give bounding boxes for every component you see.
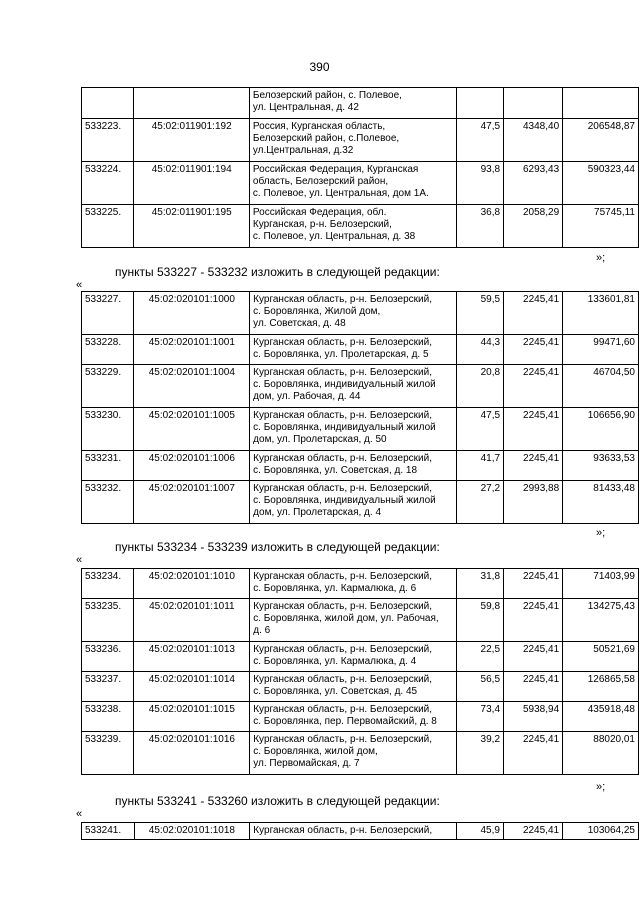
table-row xyxy=(82,119,639,162)
cell-number: 533235. xyxy=(82,599,134,642)
cell-address xyxy=(250,823,457,840)
address-line: с. Боровлянка, ул. Кармалюка, д. 6 xyxy=(253,583,417,595)
cell-cadastral-number: 45:02:020101:1016 xyxy=(134,732,250,775)
cell-area: 20,8 xyxy=(457,365,504,408)
cell-cadastral-number xyxy=(134,88,249,119)
address-line: с. Полевое, ул. Центральная, д. 38 xyxy=(252,231,416,243)
cell-area: 47,5 xyxy=(457,119,504,162)
cell-cadastral-number: 45:02:020101:1010 xyxy=(134,569,250,599)
cell-rate: 2245,41 xyxy=(504,732,563,775)
address-line: д. 6 xyxy=(253,625,271,637)
cell-value: 206548,87 xyxy=(563,119,639,162)
cell-address xyxy=(249,119,456,162)
address-line: с. Боровлянка, пер. Первомайский, д. 8 xyxy=(253,716,437,728)
table-row xyxy=(82,481,639,524)
amendment-instruction: пункты 533227 - 533232 изложить в следующей редакции: xyxy=(115,265,440,279)
cell-area: 31,8 xyxy=(457,569,504,599)
address-line: с. Боровлянка, жилой дом, ул. Рабочая, xyxy=(253,613,439,625)
cell-number: 533231. xyxy=(82,451,134,481)
address-line: дом, ул. Рабочая, д. 44 xyxy=(253,391,361,403)
cell-address xyxy=(250,702,457,732)
cell-area: 27,2 xyxy=(457,481,504,524)
address-line: Курганская область, р-н. Белозерский, xyxy=(253,337,432,348)
cell-number: 533230. xyxy=(82,408,134,451)
cell-address xyxy=(250,451,457,481)
cell-cadastral-number: 45:02:020101:1000 xyxy=(134,292,250,335)
cell-number xyxy=(82,88,134,119)
cell-value: 93633,53 xyxy=(563,451,639,481)
cell-number: 533236. xyxy=(82,642,134,672)
table-row xyxy=(82,451,639,481)
cell-area: 45,9 xyxy=(457,823,504,840)
cell-number: 533228. xyxy=(82,335,134,365)
address-line: Курганская область, р-н. Белозерский, xyxy=(253,734,433,745)
registry-table-3 xyxy=(81,568,639,775)
cell-value: 75745,11 xyxy=(563,205,639,248)
cell-number: 533229. xyxy=(82,365,134,408)
cell-number: 533223. xyxy=(82,119,134,162)
cell-cadastral-number: 45:02:020101:1018 xyxy=(134,823,250,840)
cell-value: 99471,60 xyxy=(563,335,639,365)
address-line: ул. Первомайская, д. 7 xyxy=(253,758,360,770)
cell-area: 41,7 xyxy=(457,451,504,481)
cell-cadastral-number: 45:02:020101:1011 xyxy=(134,599,250,642)
cell-cadastral-number: 45:02:020101:1005 xyxy=(134,408,250,451)
cell-rate: 2245,41 xyxy=(504,642,563,672)
cell-value: 81433,48 xyxy=(563,481,639,524)
table-row xyxy=(82,292,639,335)
cell-cadastral-number: 45:02:011901:194 xyxy=(134,162,249,205)
table-body xyxy=(82,823,639,840)
cell-rate: 2993,88 xyxy=(504,481,563,524)
registry-table-2 xyxy=(81,291,639,524)
cell-cadastral-number: 45:02:011901:192 xyxy=(134,119,249,162)
table-body xyxy=(82,292,639,524)
cell-cadastral-number: 45:02:020101:1001 xyxy=(134,335,250,365)
address-line: ул.Центральная, д.32 xyxy=(252,145,354,157)
cell-cadastral-number: 45:02:020101:1015 xyxy=(134,702,250,732)
cell-area: 44,3 xyxy=(457,335,504,365)
address-line: Курганская область, р-н. Белозерский, xyxy=(253,410,432,421)
cell-cadastral-number: 45:02:020101:1004 xyxy=(134,365,250,408)
cell-value: 46704,50 xyxy=(563,365,639,408)
cell-area: 59,5 xyxy=(457,292,504,335)
table-row xyxy=(82,823,639,840)
cell-number: 533241. xyxy=(82,823,135,840)
cell-rate: 5938,94 xyxy=(504,702,563,732)
cell-rate: 2058,29 xyxy=(504,205,563,248)
cell-address xyxy=(250,292,457,335)
opening-quote: « xyxy=(76,808,83,820)
cell-rate: 2245,41 xyxy=(504,569,563,599)
table-row xyxy=(82,672,639,702)
address-line: с. Полевое, ул. Центральная, дом 1А. xyxy=(252,188,429,200)
cell-rate xyxy=(504,88,563,119)
table-row xyxy=(82,702,639,732)
cell-address xyxy=(250,599,457,642)
cell-rate: 2245,41 xyxy=(504,672,563,702)
address-line: с. Боровлянка, Жилой дом, xyxy=(253,306,381,318)
cell-rate: 2245,41 xyxy=(504,451,563,481)
cell-value: 106656,90 xyxy=(563,408,639,451)
address-line: с. Боровлянка, жилой дом, xyxy=(253,746,378,758)
cell-value: 71403,99 xyxy=(563,569,639,599)
cell-rate: 2245,41 xyxy=(504,335,563,365)
cell-cadastral-number: 45:02:020101:1014 xyxy=(134,672,250,702)
address-line: Курганская область, р-н. Белозерский, xyxy=(253,294,432,305)
registry-table-1 xyxy=(81,87,639,248)
cell-address xyxy=(250,365,457,408)
closing-quote: »; xyxy=(596,781,606,793)
cell-value: 133601,81 xyxy=(563,292,639,335)
registry-table-4 xyxy=(81,822,639,840)
cell-address xyxy=(249,162,456,205)
table-row xyxy=(82,335,639,365)
table-row xyxy=(82,569,639,599)
opening-quote: « xyxy=(76,554,83,566)
cell-rate: 2245,41 xyxy=(504,365,563,408)
cell-value xyxy=(563,88,639,119)
cell-rate: 6293,43 xyxy=(504,162,563,205)
cell-number: 533239. xyxy=(82,732,134,775)
address-line: Курганская область, р-н. Белозерский, xyxy=(253,453,432,464)
cell-cadastral-number: 45:02:020101:1007 xyxy=(134,481,250,524)
table-body xyxy=(82,88,639,248)
table-row xyxy=(82,88,639,119)
address-line: Российская Федерация, обл. xyxy=(252,207,387,218)
table-row xyxy=(82,642,639,672)
cell-number: 533225. xyxy=(82,205,134,248)
cell-address xyxy=(249,205,456,248)
cell-area: 73,4 xyxy=(457,702,504,732)
table-row xyxy=(82,599,639,642)
cell-area xyxy=(457,88,504,119)
address-line: Курганская область, р-н. Белозерский, xyxy=(253,601,433,612)
cell-address xyxy=(250,408,457,451)
amendment-instruction: пункты 533241 - 533260 изложить в следующей редакции: xyxy=(115,794,440,808)
cell-address xyxy=(250,672,457,702)
cell-address xyxy=(250,642,457,672)
cell-number: 533224. xyxy=(82,162,134,205)
address-line: Курганская область, р-н. Белозерский, xyxy=(253,704,433,715)
cell-number: 533232. xyxy=(82,481,134,524)
cell-rate: 2245,41 xyxy=(504,599,563,642)
amendment-instruction: пункты 533234 - 533239 изложить в следующей редакции: xyxy=(115,540,440,554)
opening-quote: « xyxy=(76,279,83,291)
address-line: с. Боровлянка, ул. Кармалюка, д. 4 xyxy=(253,656,417,668)
address-line: Курганская область, р-н. Белозерский, xyxy=(253,367,432,378)
table-row xyxy=(82,732,639,775)
cell-cadastral-number: 45:02:011901:195 xyxy=(134,205,249,248)
address-line: с. Боровлянка, ул. Советская, д. 45 xyxy=(253,686,418,698)
cell-area: 93,8 xyxy=(457,162,504,205)
address-line: Россия, Курганская область, xyxy=(252,121,386,132)
address-line: Белозерский район, с.Полевое, xyxy=(252,133,400,145)
cell-address xyxy=(249,88,456,119)
cell-rate: 4348,40 xyxy=(504,119,563,162)
cell-rate: 2245,41 xyxy=(504,408,563,451)
closing-quote: »; xyxy=(596,527,606,539)
cell-value: 103064,25 xyxy=(563,823,639,840)
closing-quote: »; xyxy=(596,252,606,264)
address-line: дом, ул. Пролетарская, д. 50 xyxy=(253,434,387,446)
cell-rate: 2245,41 xyxy=(503,823,562,840)
address-line: с. Боровлянка, индивидуальный жилой xyxy=(253,422,436,434)
page-number: 390 xyxy=(309,60,330,74)
cell-rate: 2245,41 xyxy=(504,292,563,335)
cell-value: 126865,58 xyxy=(563,672,639,702)
address-line: Курганская, р-н. Белозерский, xyxy=(252,219,392,231)
table-row xyxy=(82,408,639,451)
cell-cadastral-number: 45:02:020101:1013 xyxy=(134,642,250,672)
address-line: ул. Советская, д. 48 xyxy=(253,318,346,330)
address-line: с. Боровлянка, индивидуальный жилой xyxy=(253,379,436,391)
address-line: дом, ул. Пролетарская, д. 4 xyxy=(253,507,381,519)
cell-value: 590323,44 xyxy=(563,162,639,205)
cell-value: 88020,01 xyxy=(563,732,639,775)
cell-number: 533227. xyxy=(82,292,134,335)
cell-number: 533234. xyxy=(82,569,134,599)
cell-address xyxy=(250,481,457,524)
cell-address xyxy=(250,569,457,599)
cell-value: 134275,43 xyxy=(563,599,639,642)
address-line: с. Боровлянка, ул. Пролетарская, д. 5 xyxy=(253,349,429,361)
address-line: область, Белозерский район, xyxy=(252,176,389,188)
cell-value: 50521,69 xyxy=(563,642,639,672)
table-row xyxy=(82,205,639,248)
cell-area: 36,8 xyxy=(457,205,504,248)
table-body xyxy=(82,569,639,775)
cell-cadastral-number: 45:02:020101:1006 xyxy=(134,451,250,481)
cell-area: 56,5 xyxy=(457,672,504,702)
cell-address xyxy=(250,732,457,775)
table-row xyxy=(82,162,639,205)
cell-number: 533238. xyxy=(82,702,134,732)
cell-area: 59,8 xyxy=(457,599,504,642)
cell-area: 22,5 xyxy=(457,642,504,672)
address-line: Курганская область, р-н. Белозерский, xyxy=(253,644,433,655)
cell-address xyxy=(250,335,457,365)
cell-area: 39,2 xyxy=(457,732,504,775)
address-line: Курганская область, р-н. Белозерский, xyxy=(253,674,433,685)
cell-area: 47,5 xyxy=(457,408,504,451)
address-line: с. Боровлянка, ул. Советская, д. 18 xyxy=(253,465,418,477)
cell-number: 533237. xyxy=(82,672,134,702)
address-line: Курганская область, р-н. Белозерский, xyxy=(253,483,432,494)
address-line: Курганская область, р-н. Белозерский, xyxy=(253,825,433,836)
address-line: ул. Центральная, д. 42 xyxy=(252,102,359,114)
address-line: Курганская область, р-н. Белозерский, xyxy=(253,571,433,582)
address-line: Российская Федерация, Курганская xyxy=(252,164,419,175)
table-row xyxy=(82,365,639,408)
address-line: Белозерский район, с. Полевое, xyxy=(252,90,402,101)
cell-value: 435918,48 xyxy=(563,702,639,732)
address-line: с. Боровлянка, индивидуальный жилой xyxy=(253,495,436,507)
